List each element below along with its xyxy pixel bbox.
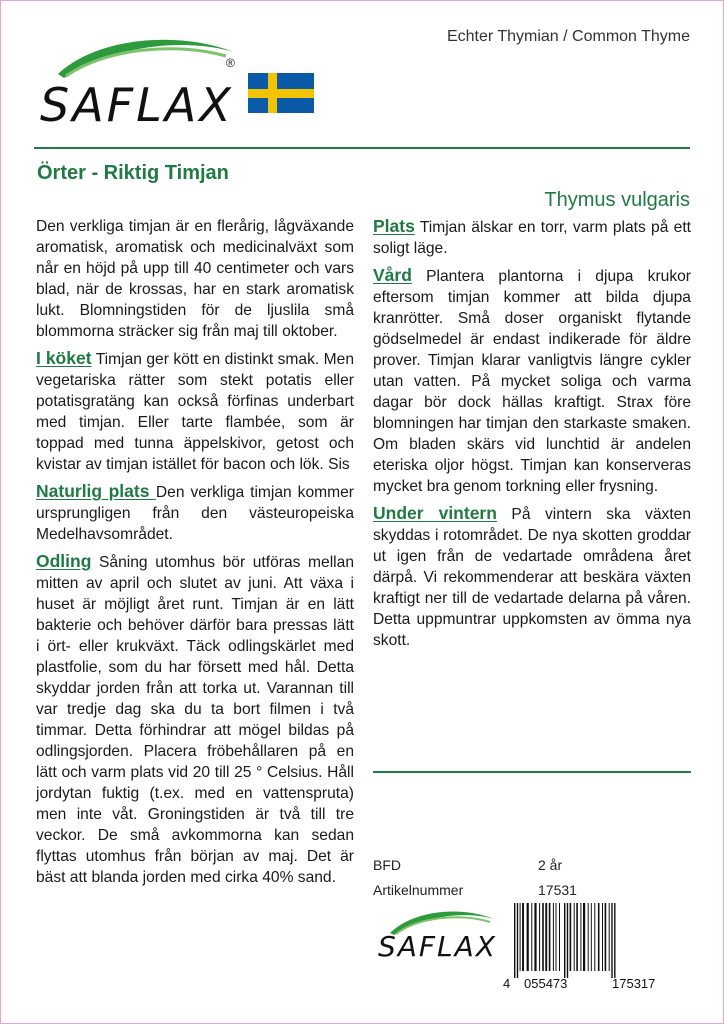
barcode-bar: [574, 903, 575, 971]
care-section: [373, 265, 691, 497]
growing-text: Såning utomhus bör utföras mellan mitten av april och slutet av juni. Att växa i huset är möjligt året runt. Timjan är en lätt bakterie och behöver därför bara pressas lätt i ört- eller krukväxt. Täck odlingskärlet med plastfolie, som du har försett med hål. Detta skyddar jorden från att torka ut. Varannan till var tredje dag ska du ta bort filmen i två timmar. Detta förhindrar att mögel bildas på odlingsjorden. Placera fröbehållaren på en lätt och varm plats vid 20 till 25 ° Celsius. Håll jordytan fuktig (t.ex. med en vattenspruta) men inte våt. Groningstiden är två till tre veckor. De små avkommorna kan sedan flyttas utomhus från början av maj. Det är bäst att blanda jorden med cirka 40% sand.: [36, 554, 354, 886]
registered-mark: ®: [226, 56, 235, 70]
location-text: Timjan älskar en torr, varm plats på ett soligt läge.: [373, 219, 691, 257]
barcode-bar: [522, 903, 524, 971]
bfd-label: BFD: [373, 857, 401, 873]
saflax-logo-small: [378, 905, 500, 965]
barcode-bar: [527, 903, 529, 971]
swedish-flag-icon: [248, 73, 314, 113]
barcode-bar: [517, 903, 518, 978]
barcode-icon: [512, 903, 690, 978]
page-title: Örter - Riktig Timjan: [37, 162, 229, 184]
barcode-bar: [611, 903, 612, 978]
latin-name: Thymus vulgaris: [544, 189, 690, 211]
info-divider: [373, 771, 691, 773]
barcode-bar: [549, 903, 551, 971]
kitchen-text: Timjan ger kött en distinkt smak. Men vegetariska rätter som stekt potatis eller potatisgratäng kan också förfinas underbart med timjan. Eller tarte flambée, som är toppad med tunna äppelskivor, getost och kvistar av timjan istället för bacon och lök. Sis: [36, 351, 354, 473]
barcode-bar: [583, 903, 585, 971]
natural-location-heading: Naturlig plats: [36, 481, 156, 501]
article-number-value: 17531: [538, 882, 577, 898]
barcode-bar: [553, 903, 554, 971]
barcode-bar: [534, 903, 536, 971]
growing-section: [36, 551, 354, 888]
barcode-bar: [559, 903, 560, 971]
location-section: [373, 216, 691, 259]
barcode-bar: [567, 903, 568, 978]
saflax-logo: [36, 30, 246, 132]
right-column: [373, 216, 691, 657]
barcode-left-group: 055473: [524, 976, 568, 991]
location-heading: Plats: [373, 216, 415, 236]
article-number-label: Artikelnummer: [373, 882, 464, 898]
barcode-bar: [564, 903, 565, 978]
care-heading: Vård: [373, 265, 412, 285]
barcode-bar: [614, 903, 615, 978]
brand-name-small: SAFLAX: [378, 930, 497, 963]
barcode-bar: [570, 903, 572, 971]
product-common-names: Echter Thymian / Common Thyme: [446, 28, 690, 45]
barcode-bar: [594, 903, 595, 971]
left-column: [36, 216, 354, 894]
bfd-value: 2 år: [538, 857, 563, 873]
barcode-bar: [580, 903, 581, 971]
natural-location-section: [36, 481, 354, 545]
barcode-bar: [520, 903, 521, 971]
barcode-bar: [545, 903, 547, 971]
barcode-bar: [576, 903, 578, 971]
barcode-right-group: 175317: [612, 976, 656, 991]
brand-name: SAFLAX: [40, 78, 234, 132]
kitchen-section: [36, 348, 354, 475]
barcode-bar: [605, 903, 607, 971]
barcode-bar: [609, 903, 610, 971]
winter-heading: Under vintern: [373, 503, 497, 523]
kitchen-heading: I köket: [36, 348, 92, 368]
barcode-bar: [542, 903, 544, 971]
barcode-bar: [588, 903, 589, 971]
growing-heading: Odling: [36, 551, 92, 571]
winter-section: [373, 503, 691, 651]
barcode-bar: [539, 903, 540, 971]
natural-location-text: Den verkliga timjan kommer ursprungligen från den västeuropeiska Medelhavsområdet.: [36, 484, 354, 543]
winter-text: På vintern ska växten skyddas i rotområdet. De nya skotten groddar ut igen från de vedartade områdena året därpå. Vi rekommenderar att beskära växten kraftigt ner till de vedartade delarna på våren. Detta uppmuntrar uppkomsten av ömma nya skott.: [373, 506, 691, 649]
top-divider: [34, 147, 690, 149]
barcode-bar: [556, 903, 557, 971]
barcode-bar: [598, 903, 600, 971]
barcode-bar: [591, 903, 592, 971]
barcode-bar: [514, 903, 515, 978]
barcode-bar: [531, 903, 532, 971]
care-text: Plantera plantorna i djupa krukor eftersom timjan kommer att bilda djupa kranrötter. Små doser organiskt flytande gödselmedel är endast indikerade för äldre prover. Timjan klarar vanligtvis längre cykler utan vatten. På mycket soliga och varma dagar bör dock hällas kraftigt. Strax före blomningen har timjan den starkaste smaken. Om bladen skärs vid lunchtid är andelen eteriska oljor högst. Timjan kan konserveras mycket bra genom torkning eller frysning.: [373, 268, 691, 495]
barcode-bar: [602, 903, 603, 971]
intro-paragraph: Den verkliga timjan är en flerårig, lågväxande aromatisk, aromatisk och medicinalväxt som når en höjd på upp till 40 centimeter och vars blad, när de krossas, har en stark aromatisk lukt. Blomningstiden för de ljuslila små blommorna sträcker sig från maj till oktober.: [36, 218, 354, 340]
barcode-first-digit: 4: [503, 976, 511, 991]
